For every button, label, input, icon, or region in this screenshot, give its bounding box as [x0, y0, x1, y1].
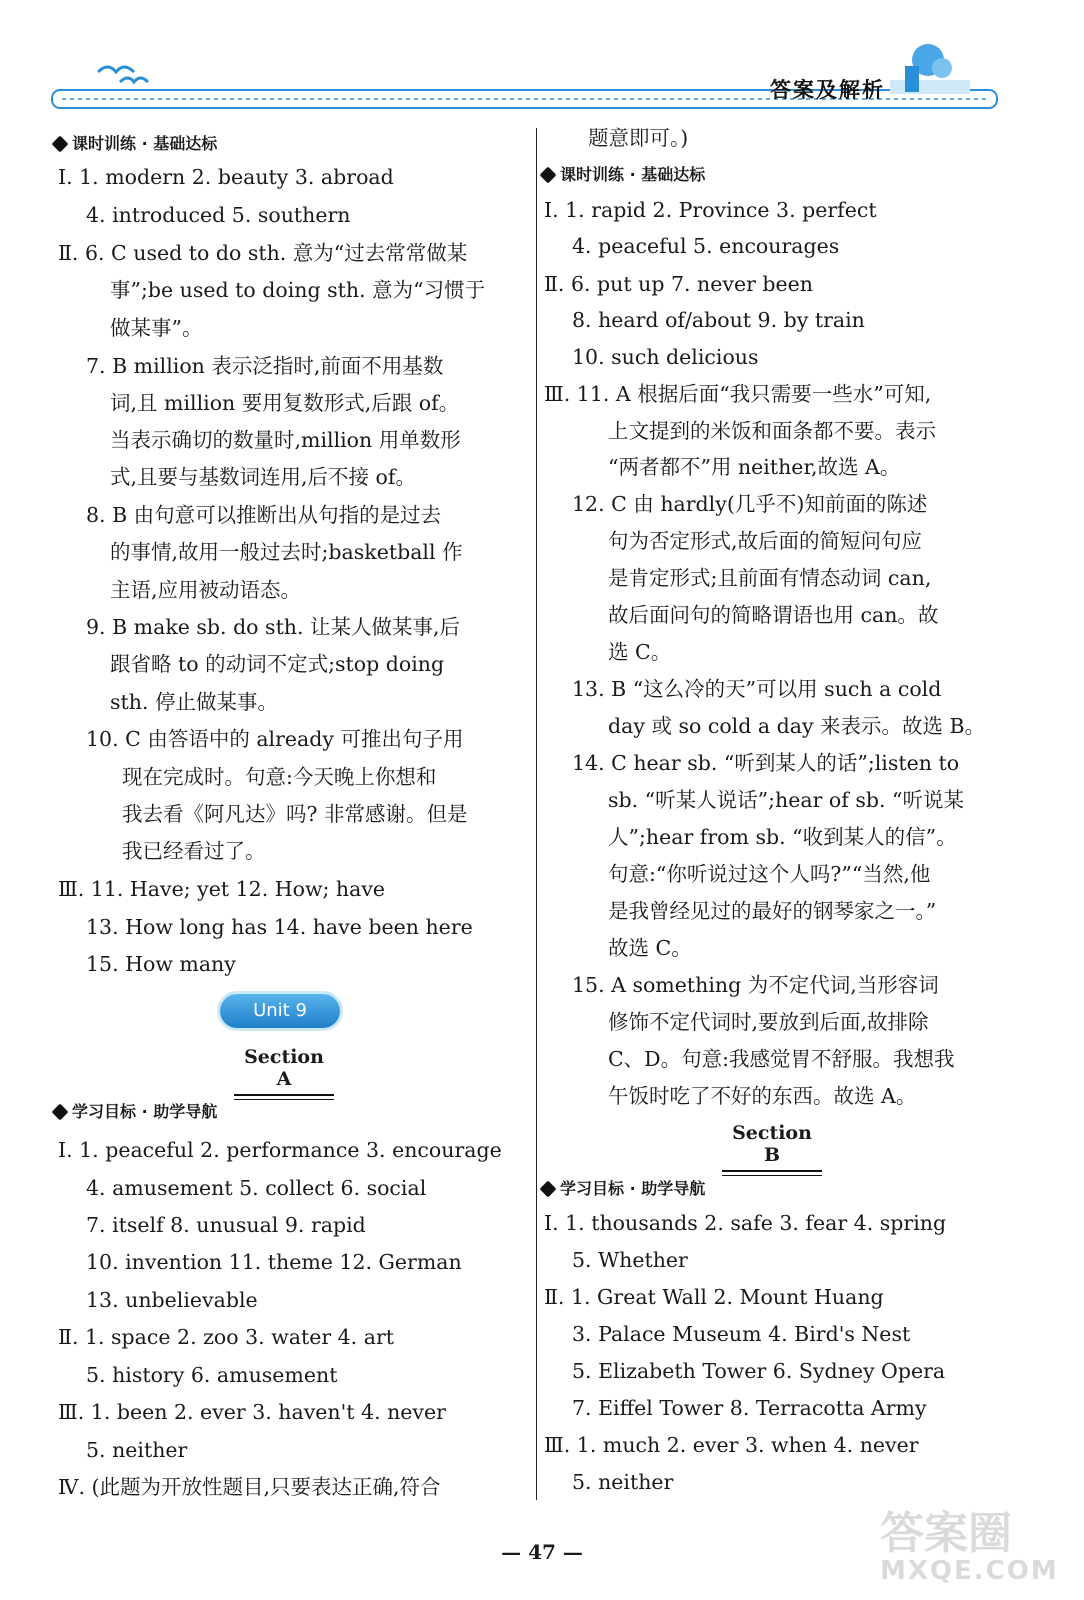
answer-line: Ⅲ. 1. been 2. ever 3. haven't 4. never: [58, 1400, 446, 1424]
answer-line: Ⅰ. 1. modern 2. beauty 3. abroad: [58, 165, 394, 189]
page-number: — 47 —: [501, 1540, 583, 1564]
answer-line: Ⅰ. 1. thousands 2. safe 3. fear 4. spring: [544, 1211, 947, 1235]
answer-line: 故后面问句的简略谓语也用 can。故: [608, 603, 939, 627]
answer-line: Ⅱ. 1. space 2. zoo 3. water 4. art: [58, 1325, 394, 1349]
diamond-icon: [52, 136, 69, 153]
answer-line: 主语,应用被动语态。: [110, 578, 302, 602]
answer-line: 13. How long has 14. have been here: [86, 915, 473, 939]
page-header: [0, 0, 1084, 130]
unit-badge: Unit 9: [220, 994, 340, 1028]
header-title: 答案及解析: [770, 78, 885, 102]
answer-line: 3. Palace Museum 4. Bird's Nest: [572, 1322, 911, 1346]
answer-line: 5. neither: [572, 1470, 674, 1494]
answer-line: 13. B “这么冷的天”可以用 such a cold: [572, 677, 942, 701]
answer-line: Ⅲ. 11. A 根据后面“我只需要一些水”可知,: [544, 382, 932, 406]
answer-line: 当表示确切的数量时,million 用单数形: [110, 428, 461, 452]
answer-line: 5. Elizabeth Tower 6. Sydney Opera: [572, 1359, 946, 1383]
answer-line: 5. history 6. amusement: [86, 1363, 338, 1387]
answer-line: 7. itself 8. unusual 9. rapid: [86, 1213, 366, 1237]
watermark: [880, 1510, 1070, 1590]
answer-line: Ⅱ. 6. put up 7. never been: [544, 272, 813, 296]
answer-line: 我去看《阿凡达》吗? 非常感谢。但是: [122, 802, 468, 826]
answer-line: 10. invention 11. theme 12. German: [86, 1250, 462, 1274]
answer-line: day 或 so cold a day 来表示。故选 B。: [608, 714, 986, 738]
answer-line: 句意:“你听说过这个人吗?”“当然,他: [608, 862, 931, 886]
answer-line: 我已经看过了。: [122, 839, 266, 863]
answer-line: “两者都不”用 neither,故选 A。: [608, 455, 901, 479]
header-banner: [0, 0, 1084, 130]
answer-line: 是肯定形式;且前面有情态动词 can,: [608, 566, 932, 590]
answer-line: 是我曾经见过的最好的钢琴家之一。”: [608, 899, 937, 923]
answer-line: 选 C。: [608, 640, 672, 664]
bird-icon-2: [120, 78, 148, 82]
section-tag: 学习目标 · 助学导航: [54, 1098, 217, 1126]
answer-line: 9. B make sb. do sth. 让某人做某事,后: [86, 615, 461, 639]
bird-icon: [98, 67, 134, 72]
answer-line: Ⅰ. 1. peaceful 2. performance 3. encourage: [58, 1138, 502, 1162]
answer-line: 现在完成时。句意:今天晚上你想和: [122, 765, 437, 789]
answer-line: 4. peaceful 5. encourages: [572, 234, 840, 258]
answer-line: Ⅰ. 1. rapid 2. Province 3. perfect: [544, 198, 877, 222]
answer-line: 人”;hear from sb. “收到某人的信”。: [608, 825, 957, 849]
watermark-logo: 答案圈: [880, 1508, 1012, 1559]
answer-line: 13. unbelievable: [86, 1288, 258, 1312]
answer-line: 10. C 由答语中的 already 可推出句子用: [86, 727, 464, 751]
diamond-icon: [540, 1181, 557, 1198]
answer-line: 4. introduced 5. southern: [86, 203, 351, 227]
watermark-url: MXQE.COM: [880, 1556, 1059, 1586]
diamond-icon: [540, 167, 557, 184]
answer-line: sb. “听某人说话”;hear of sb. “听说某: [608, 788, 965, 812]
answer-line: 午饭时吃了不好的东西。故选 A。: [608, 1084, 917, 1108]
section-tag: 课时训练 · 基础达标: [54, 130, 217, 158]
answer-line: 4. amusement 5. collect 6. social: [86, 1176, 427, 1200]
section-title: Section B: [722, 1122, 822, 1172]
section-tag: 学习目标 · 助学导航: [542, 1175, 705, 1203]
answer-line: 故选 C。: [608, 936, 692, 960]
answer-line: 的事情,故用一般过去时;basketball 作: [110, 540, 463, 564]
answer-line: 事”;be used to doing sth. 意为“习惯于: [110, 278, 486, 302]
answer-line: 12. C 由 hardly(几乎不)知前面的陈述: [572, 492, 928, 516]
answer-line: 7. B million 表示泛指时,前面不用基数: [86, 354, 444, 378]
answer-line: 式,且要与基数词连用,后不接 of。: [110, 465, 416, 489]
answer-line: Ⅲ. 1. much 2. ever 3. when 4. never: [544, 1433, 919, 1457]
answer-line: 15. How many: [86, 952, 236, 976]
answer-line: 7. Eiffel Tower 8. Terracotta Army: [572, 1396, 927, 1420]
answer-line: Ⅱ. 1. Great Wall 2. Mount Huang: [544, 1285, 884, 1309]
diamond-icon: [52, 1104, 69, 1121]
answer-line: 8. B 由句意可以推断出从句指的是过去: [86, 503, 442, 527]
section-title: Section A: [234, 1046, 334, 1096]
answer-line: Ⅲ. 11. Have; yet 12. How; have: [58, 877, 386, 901]
answer-line: sth. 停止做某事。: [110, 690, 278, 714]
answer-line: 上文提到的米饭和面条都不要。表示: [608, 419, 936, 443]
answer-line: Ⅱ. 6. C used to do sth. 意为“过去常常做某: [58, 241, 468, 265]
answer-line: 14. C hear sb. “听到某人的话”;listen to: [572, 751, 960, 775]
answer-line: 题意即可。): [588, 126, 689, 150]
answer-line: 8. heard of/about 9. by train: [572, 308, 865, 332]
answer-line: Ⅳ. (此题为开放性题目,只要表达正确,符合: [58, 1475, 441, 1499]
answer-line: 跟省略 to 的动词不定式;stop doing: [110, 652, 445, 676]
answer-line: 5. Whether: [572, 1248, 688, 1272]
answer-line: 做某事”。: [110, 316, 203, 340]
section-tag: 课时训练 · 基础达标: [542, 161, 705, 189]
answer-line: C、D。句意:我感觉胃不舒服。我想我: [608, 1047, 955, 1071]
column-divider: [536, 128, 537, 1500]
answer-line: 15. A something 为不定代词,当形容词: [572, 973, 939, 997]
answer-line: 5. neither: [86, 1438, 188, 1462]
answer-line: 句为否定形式,故后面的简短问句应: [608, 529, 923, 553]
answer-line: 词,且 million 要用复数形式,后跟 of。: [110, 391, 460, 415]
answer-line: 10. such delicious: [572, 345, 759, 369]
answer-line: 修饰不定代词时,要放到后面,故排除: [608, 1010, 929, 1034]
